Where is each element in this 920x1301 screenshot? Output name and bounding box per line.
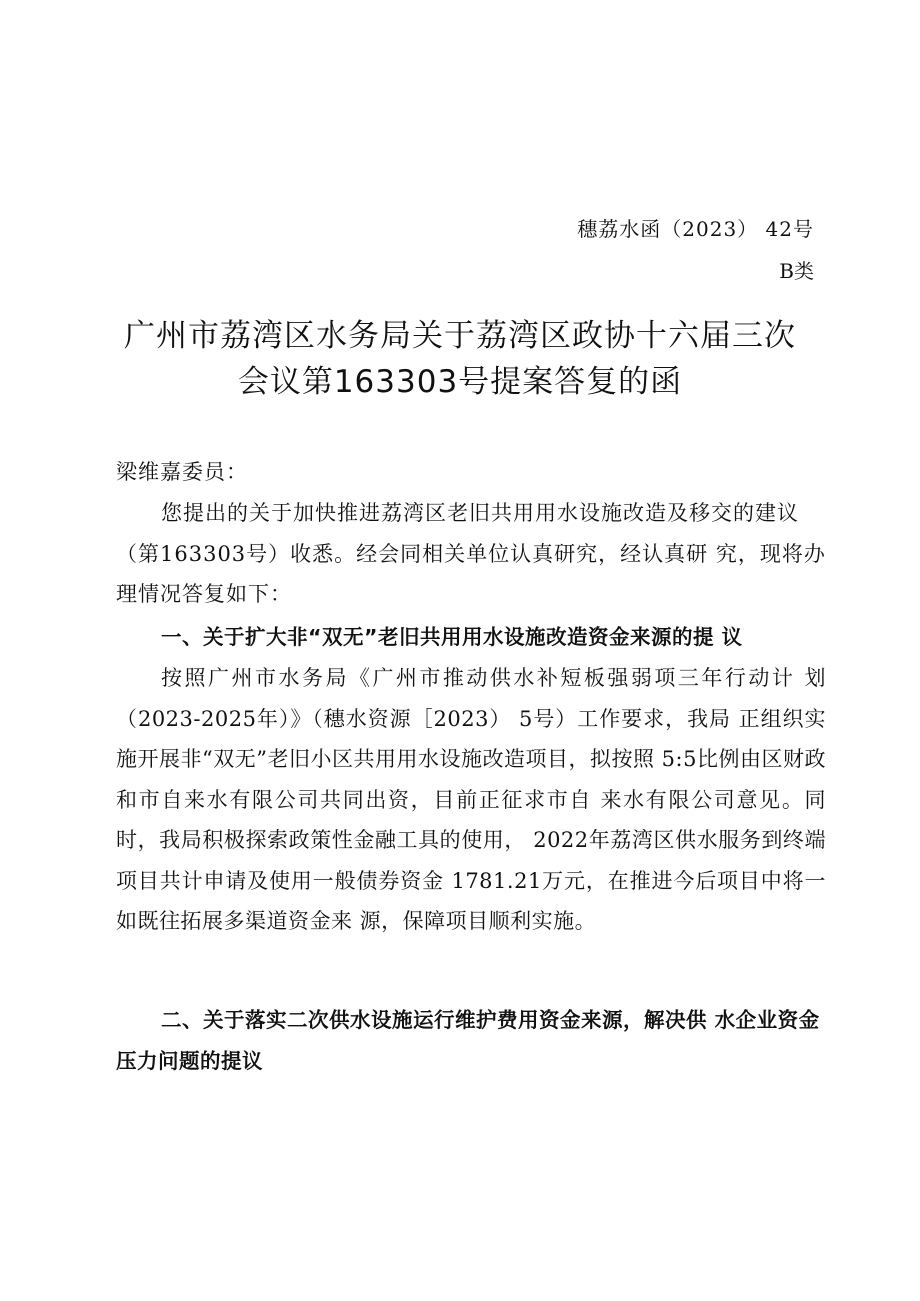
document-class: B类 [779,259,814,283]
section-1-paragraph: 按照广州市水务局《广州市推动供水补短板强弱项三年行动计 划（2023-2025年）》（穗水资源［2023） 5号）工作要求，我局 正组织实施开展非“双无”老旧小区共用用水设施改造项目，拟按照 5:5比例由区财政和市自来水有限公司共同出资，目前正征求市自 来水有限公司意见。同时，我局积极探索政策性金融工具的使用， 2022年荔湾区供水服务到终端项目共计申请及使用一般债券资金 1781.21万元，在推进今后项目中将一如既往拓展多渠道资金来 源，保障项目顺利实施。 [116,666,826,933]
salutation: 梁维嘉委员： [116,460,248,484]
section-heading-1: 一、关于扩大非“双无”老旧共用用水设施改造资金来源的提 议 [161,625,743,649]
opening-paragraph: 您提出的关于加快推进荔湾区老旧共用用水设施改造及移交的建议（第163303号）收悉。经会同相关单位认真研究，经认真研 究，现将办理情况答复如下： [116,501,826,606]
section-heading-2: 二、关于落实二次供水设施运行维护费用资金来源，解决供 水企业资金压力问题的提议 [116,1008,820,1073]
document-number: 穗荔水函（2023） 42号 [577,217,814,241]
document-title-line-1: 广州市荔湾区水务局关于荔湾区政协十六届三次 [124,318,796,354]
document-title-line-2: 会议第163303号提案答复的函 [237,364,683,400]
